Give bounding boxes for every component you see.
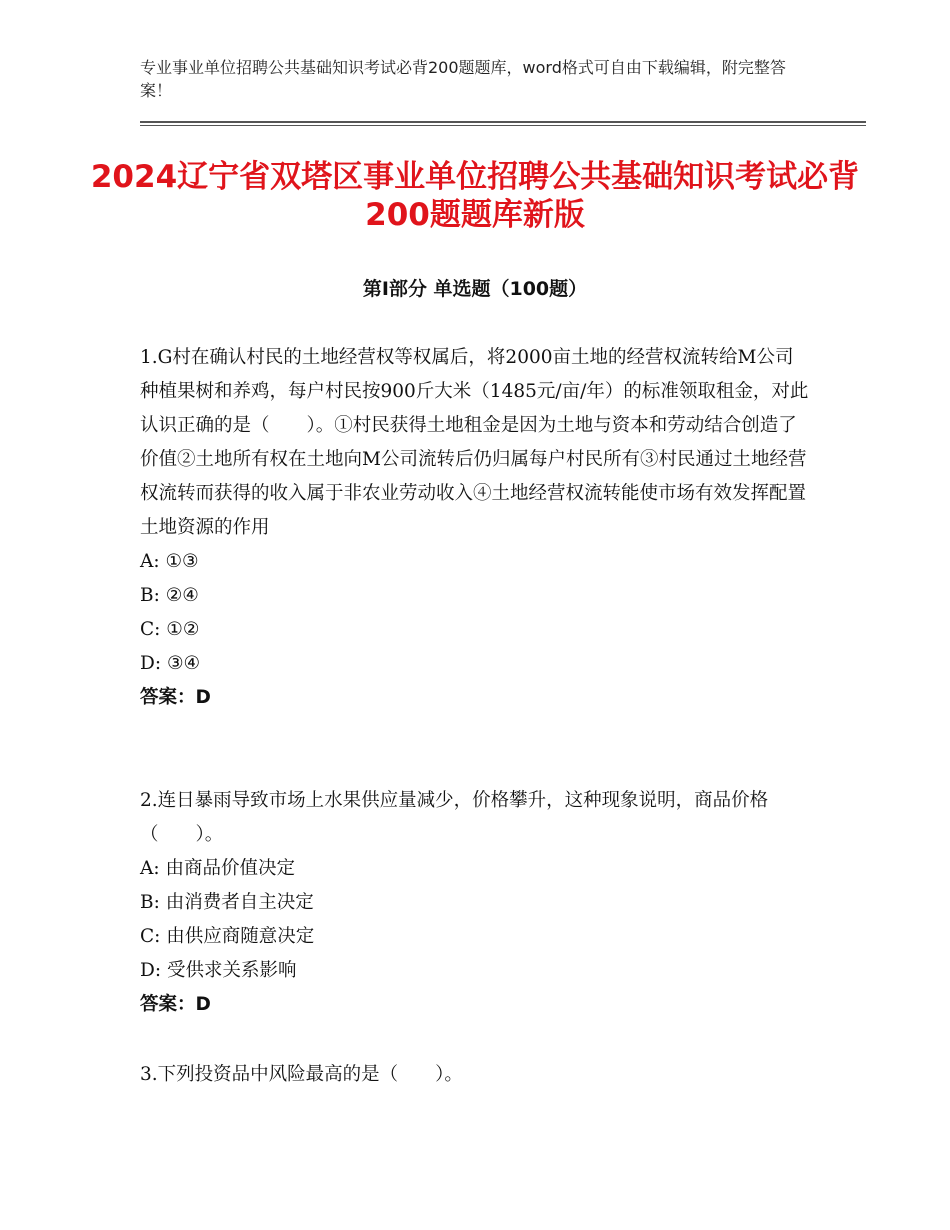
answer: 答案：D <box>140 687 211 708</box>
question-3 <box>140 1058 810 1092</box>
document-title: 2024辽宁省双塔区事业单位招聘公共基础知识考试必背200题题库新版 <box>90 159 860 233</box>
question-stem: 1.G村在确认村民的土地经营权等权属后，将2000亩土地的经营权流转给M公司种植果树和养鸡，每户村民按900斤大米（1485元/亩/年）的标准领取租金，对此认识正确的是（ ）。①村民获得土地租金是因为土地与资本和劳动结合创造了价值②土地所有权在土地向M公司流转后仍归属每户村民所有③村民通过土地经营权流转而获得的收入属于非农业劳动收入④土地经营权流转能使市场有效发挥配置土地资源的作用 <box>140 347 809 538</box>
question-2 <box>140 784 810 1022</box>
question-1 <box>140 341 810 715</box>
option-a: A: ①③ <box>140 551 199 572</box>
option-b: B: ②④ <box>140 585 199 606</box>
header-divider <box>140 121 866 123</box>
option-a: A: 由商品价值决定 <box>140 858 295 879</box>
question-stem: 2.连日暴雨导致市场上水果供应量减少，价格攀升，这种现象说明，商品价格（ ）。 <box>140 790 769 845</box>
option-b: B: 由消费者自主决定 <box>140 892 314 913</box>
answer: 答案：D <box>140 994 211 1015</box>
header-divider-thin <box>140 125 866 126</box>
header-note: 专业事业单位招聘公共基础知识考试必背200题题库，word格式可自由下载编辑，附完整答案！ <box>140 58 786 100</box>
option-c: C: 由供应商随意决定 <box>140 926 315 947</box>
section-heading: 第Ⅰ部分 单选题（100题） <box>362 278 588 300</box>
option-d: D: 受供求关系影响 <box>140 960 297 981</box>
option-d: D: ③④ <box>140 653 201 674</box>
question-stem: 3.下列投资品中风险最高的是（ ）。 <box>140 1064 463 1085</box>
option-c: C: ①② <box>140 619 200 640</box>
